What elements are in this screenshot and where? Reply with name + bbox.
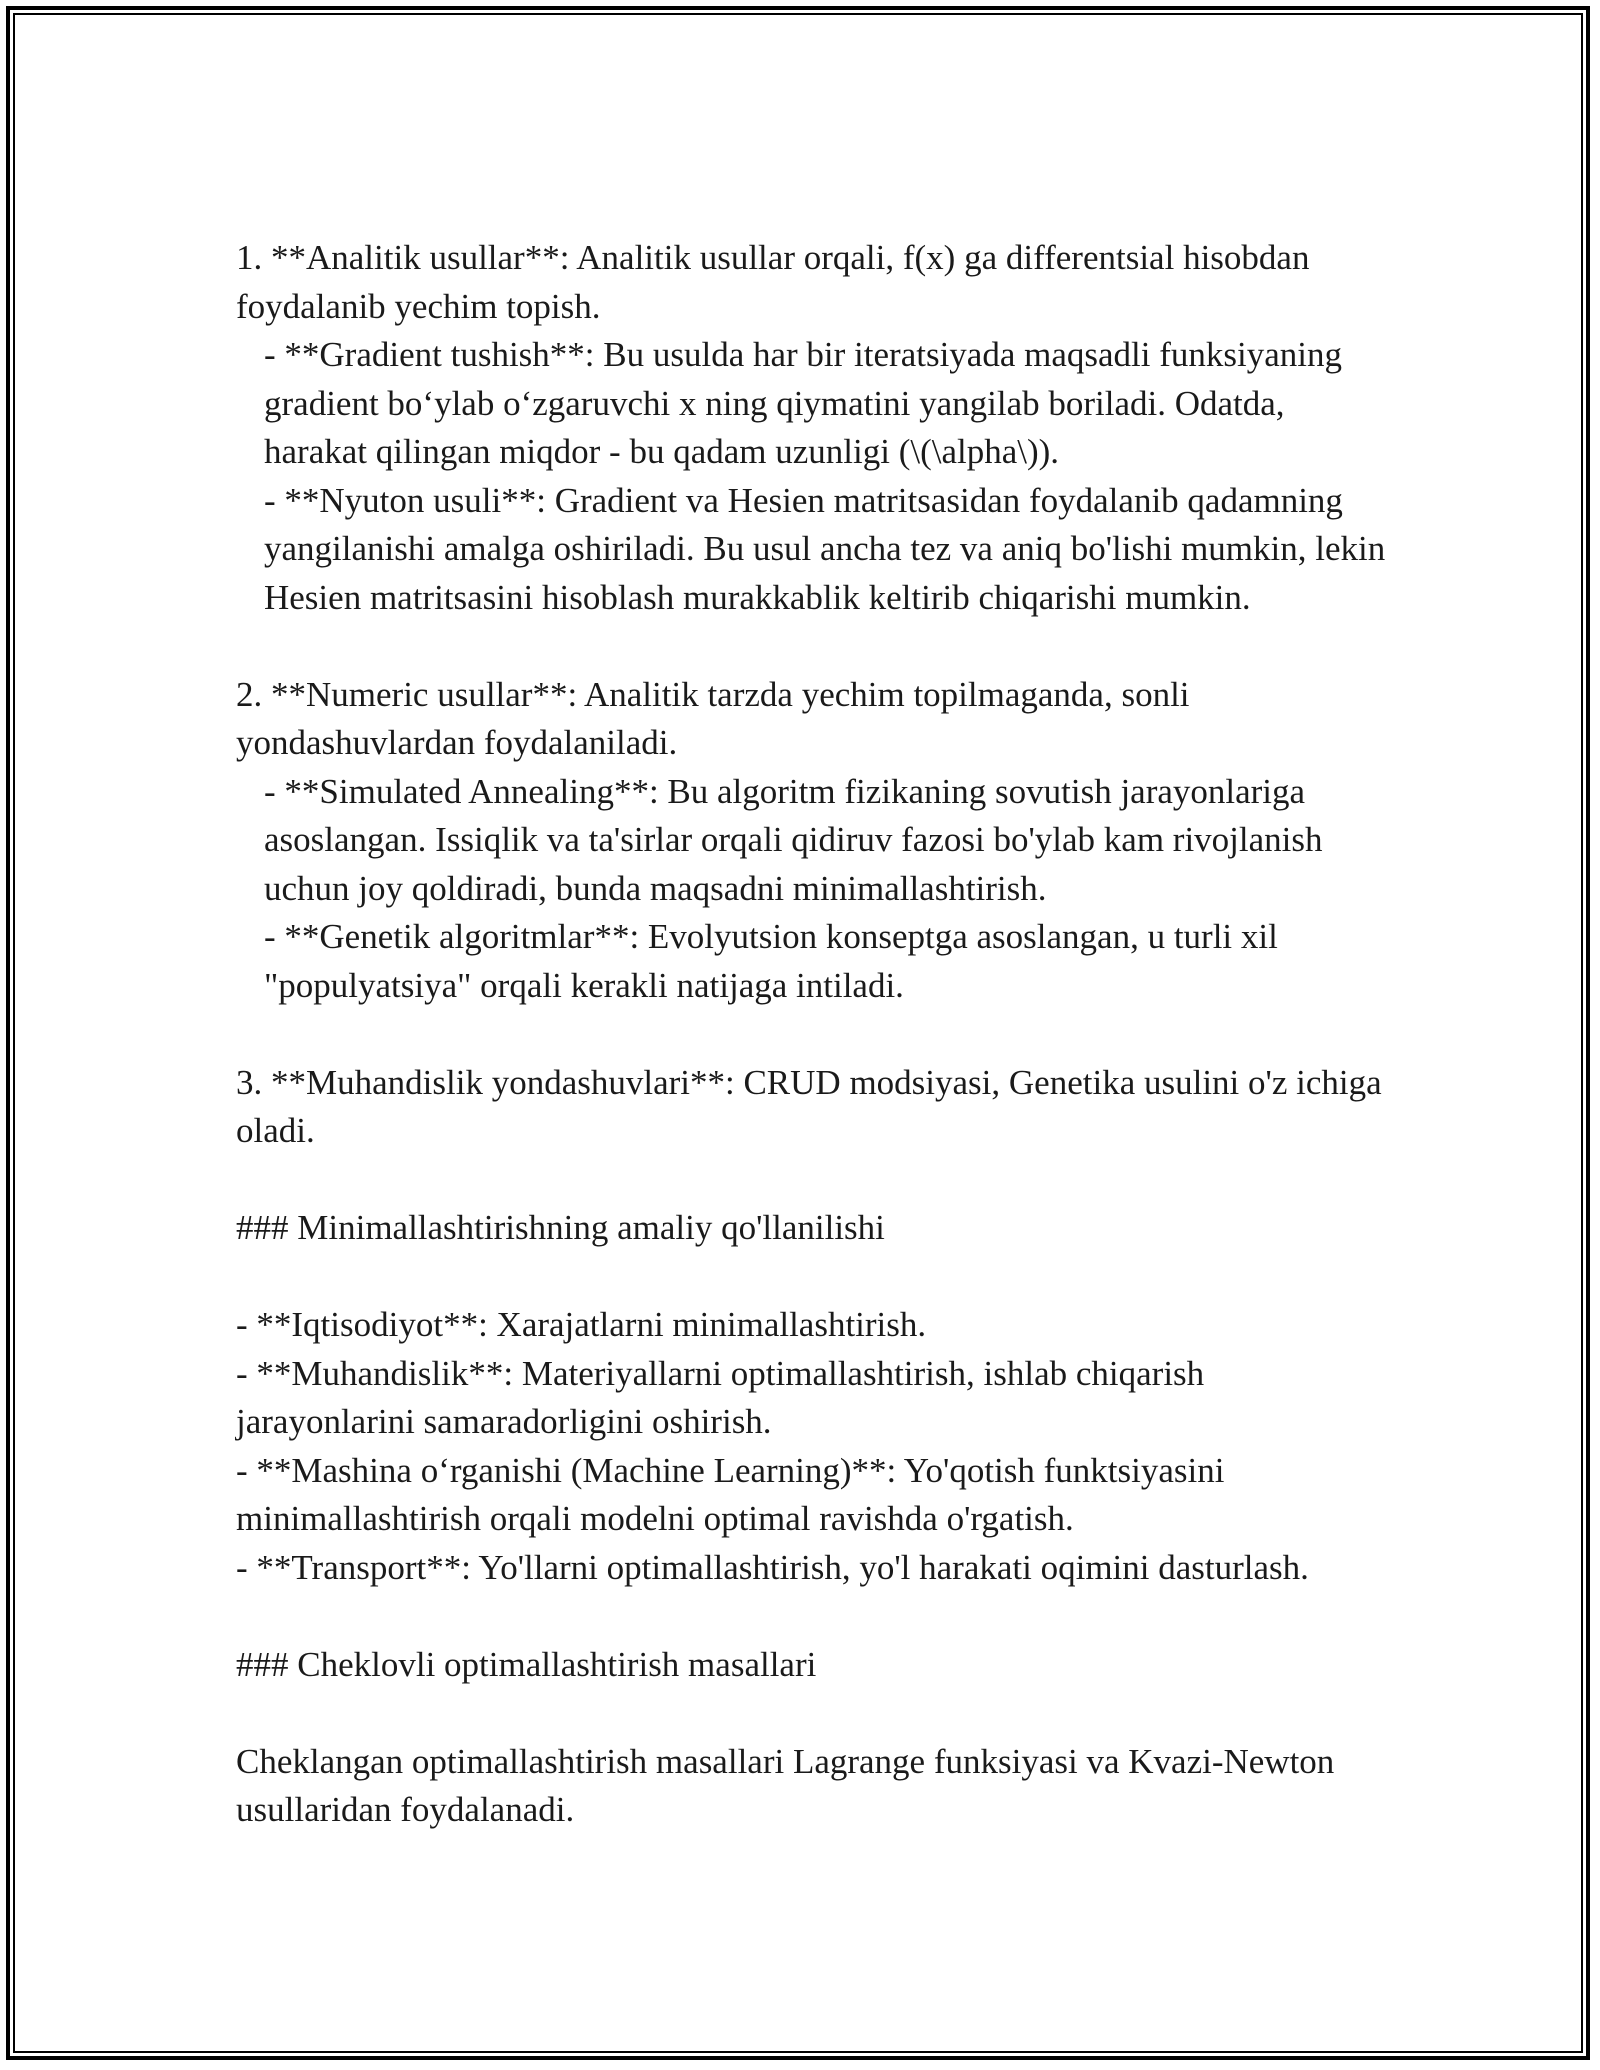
- spacer: [236, 1010, 1386, 1059]
- application-item-transport: - **Transport**: Yo'llarni optimallashtirish, yo'l harakati oqimini dasturlash.: [236, 1547, 1309, 1587]
- section1-item-newton: [236, 477, 1394, 623]
- heading-constraints: ### Cheklovli optimallashtirish masallari: [236, 1644, 817, 1684]
- section2-item-annealing-text: - **Simulated Annealing**: Bu algoritm fizikaning sovutish jarayonlariga asoslangan. Issiqlik va ta'sirlar orqali qidiruv fazosi bo'ylab kam rivojlanish uchun joy qoldiradi, bunda maqsadni minimallashtirish.: [264, 771, 1332, 908]
- spacer: [236, 1689, 1386, 1738]
- section3-intro: 3. **Muhandislik yondashuvlari**: CRUD modsiyasi, Genetika usulini o'z ichiga oladi.: [236, 1062, 1391, 1150]
- section2-item-genetic-text: - **Genetik algoritmlar**: Evolyutsion konseptga asoslangan, u turli xil "populyatsiya" orqali kerakli natijaga intiladi.: [264, 917, 1287, 1005]
- spacer: [236, 622, 1386, 671]
- application-item-economy: - **Iqtisodiyot**: Xarajatlarni minimallashtirish.: [236, 1305, 927, 1344]
- spacer: [236, 1592, 1386, 1641]
- closing-paragraph: Cheklangan optimallashtirish masallari Lagrange funksiyasi va Kvazi-Newton usullaridan foydalanadi.: [236, 1741, 1344, 1829]
- section2-item-annealing: [236, 768, 1386, 914]
- section1-item-gradient: [236, 331, 1386, 477]
- application-item-engineering: - **Muhandislik**: Materiyallarni optimallashtirish, ishlab chiqarish jarayonlarini samaradorligini oshirish.: [236, 1353, 1213, 1441]
- section2-item-genetic: [236, 913, 1386, 1010]
- document-body: [236, 234, 1394, 1835]
- heading-applications: ### Minimallashtirishning amaliy qo'llanilishi: [236, 1208, 885, 1247]
- section2-intro: 2. **Numeric usullar**: Analitik tarzda yechim topilmaganda, sonli yondashuvlardan foydalaniladi.: [236, 674, 1199, 762]
- application-item-ml: - **Mashina o‘rganishi (Machine Learning)**: Yo'qotish funktsiyasini minimallashtirish orqali modelni optimal ravishda o'rgatish.: [236, 1450, 1234, 1538]
- section1-item-newton-text: - **Nyuton usuli**: Gradient va Hesien matritsasidan foydalanib qadamning yangilanishi amalga oshiriladi. Bu usul ancha tez va aniq bo'lishi mumkin, lekin Hesien matritsasini hisoblash murakkablik keltirib chiqarishi mumkin.: [264, 480, 1394, 617]
- section1-intro: 1. **Analitik usullar**: Analitik usullar orqali, f(x) ga differentsial hisobdan foydalanib yechim topish.: [236, 238, 1319, 326]
- spacer: [236, 1253, 1386, 1302]
- section1-item-gradient-text: - **Gradient tushish**: Bu usulda har bir iteratsiyada maqsadli funksiyaning gradient bo‘ylab o‘zgaruvchi x ning qiymatini yangilab boriladi. Odatda, harakat qilingan miqdor - bu qadam uzunligi (\(\alpha\)).: [264, 335, 1351, 471]
- spacer: [236, 1156, 1386, 1205]
